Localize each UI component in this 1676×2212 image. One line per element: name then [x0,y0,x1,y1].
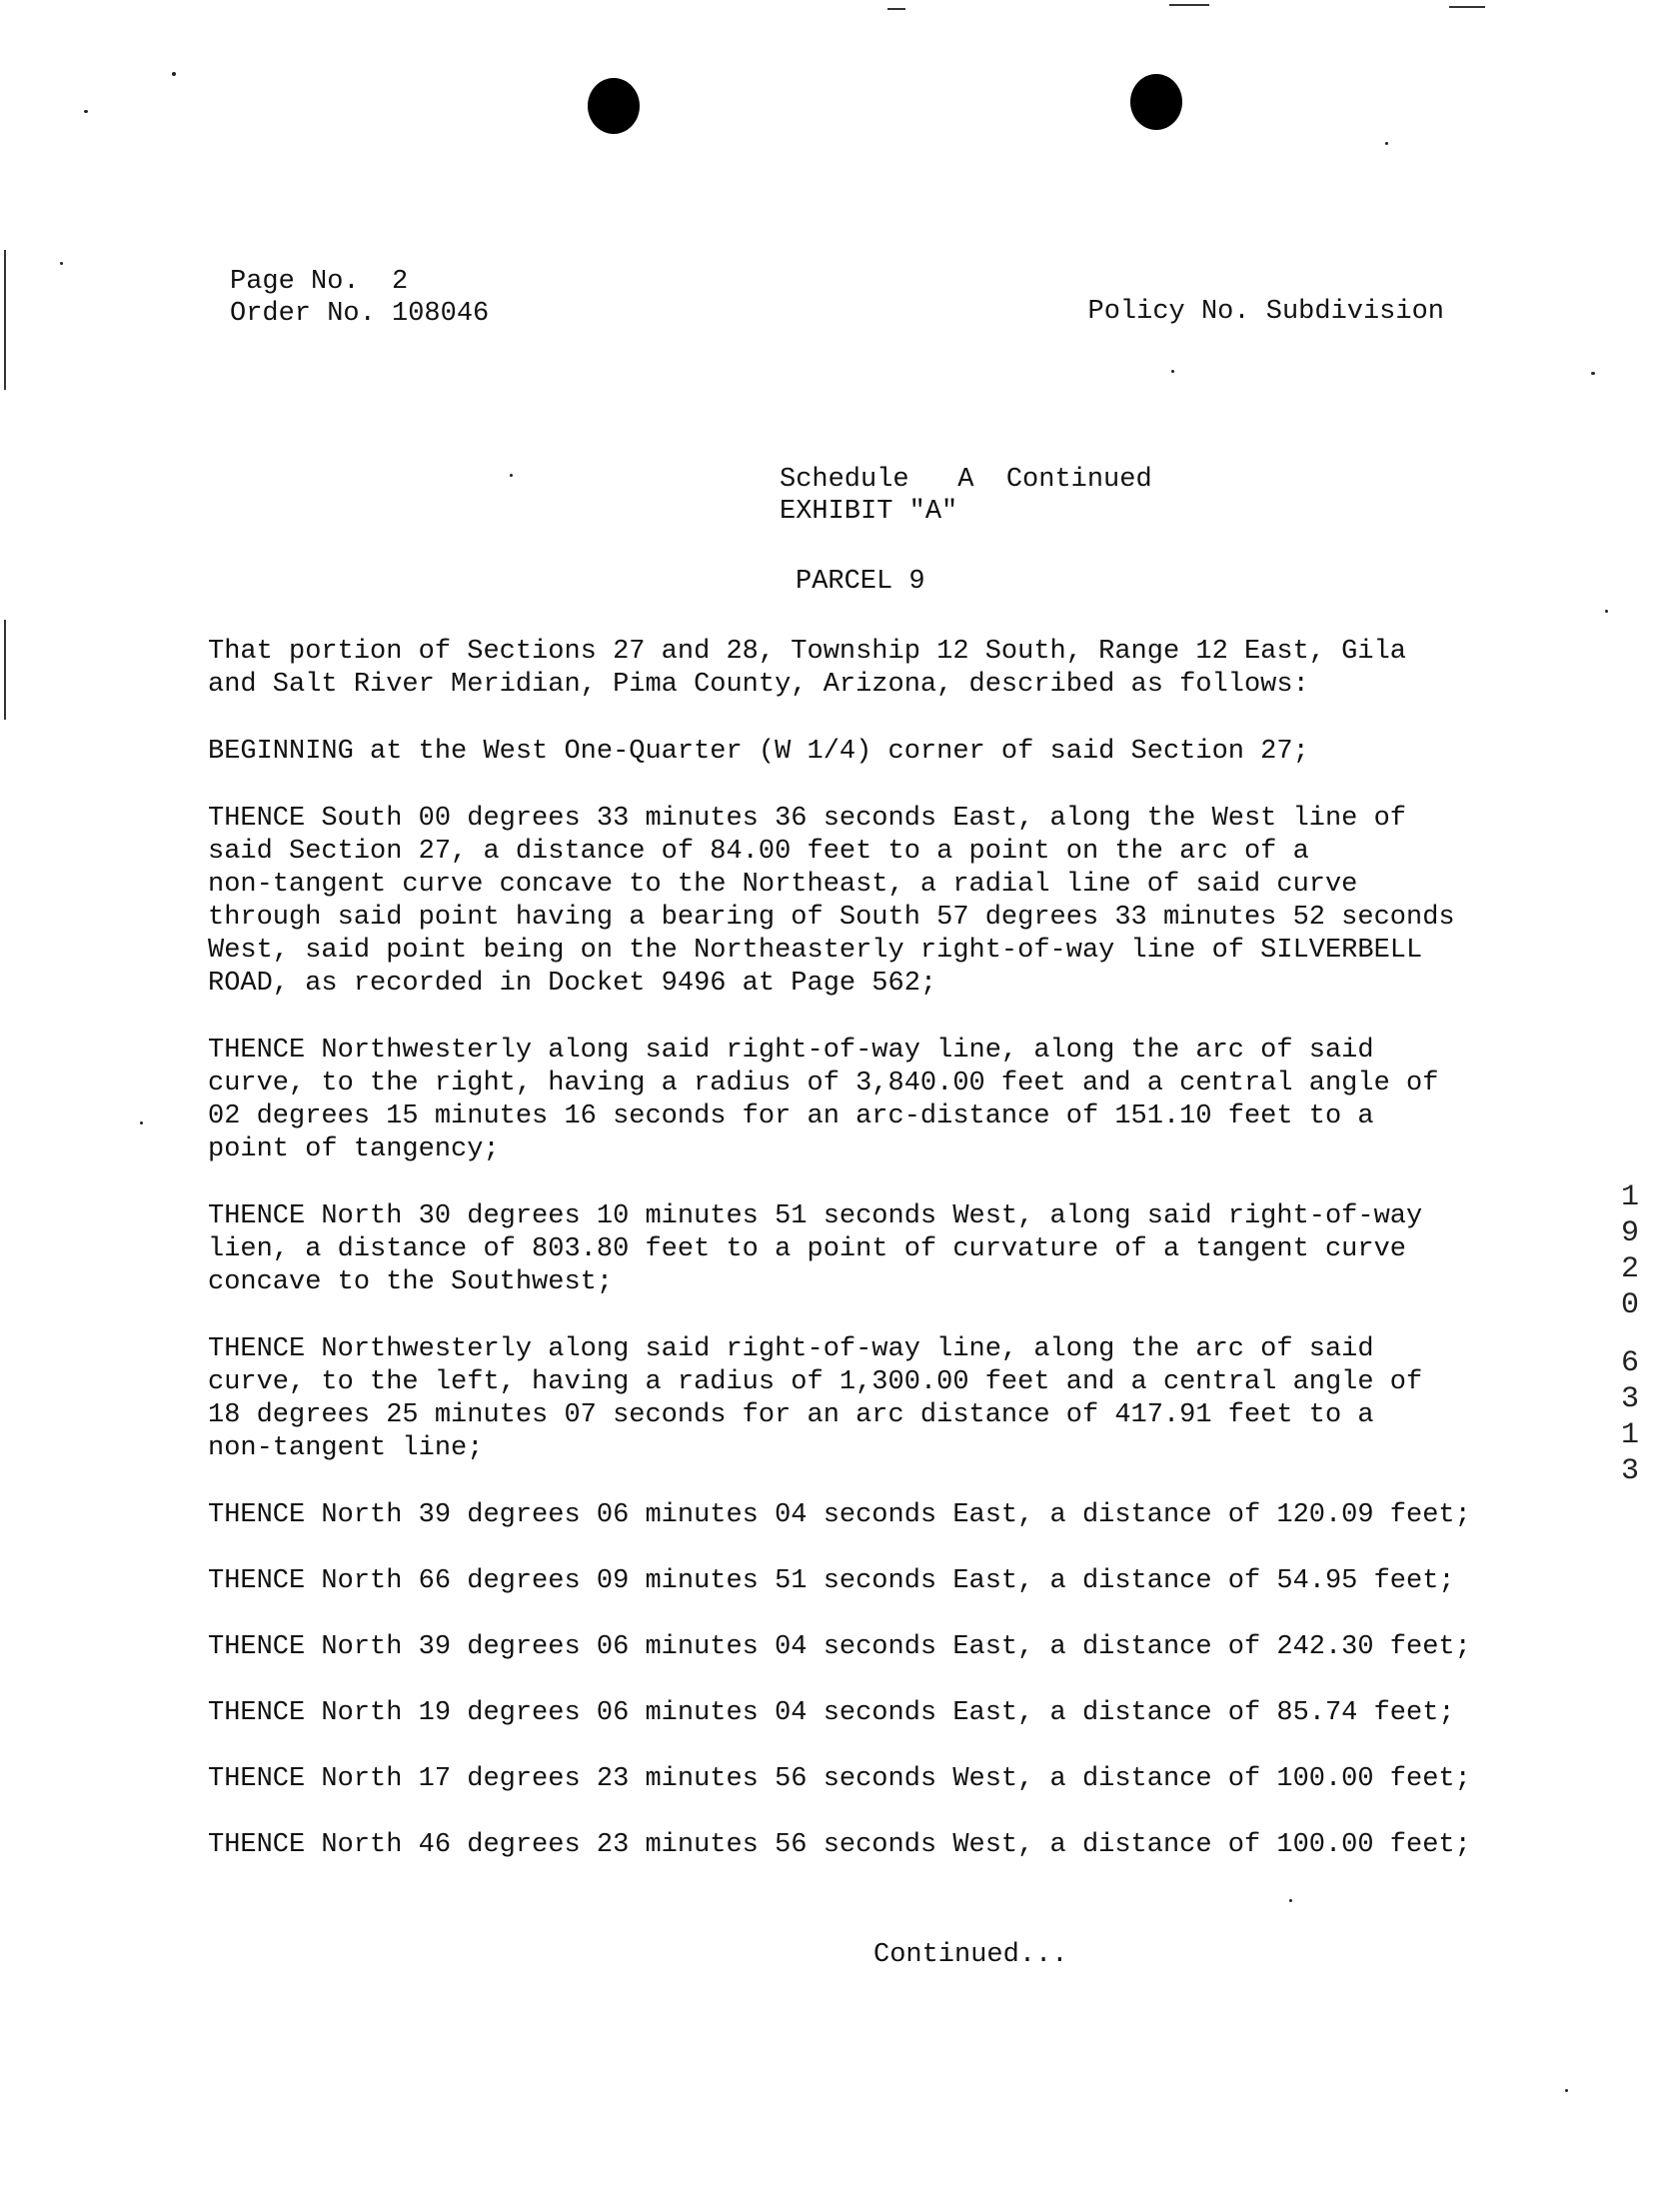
course-line: THENCE North 46 degrees 23 minutes 56 seconds West, a distance of 100.00 feet; [208,1830,1471,1860]
legal-description [208,636,1507,1895]
document-header-left [230,266,489,330]
punch-hole-right [1130,74,1182,130]
document-header-right [1088,296,1444,328]
scan-artifact [1591,372,1595,375]
scan-artifact [1385,142,1388,145]
policy-no-value: Subdivision [1265,297,1444,327]
continued-label: Continued... [873,1940,1068,1970]
course-line: THENCE North 19 degrees 06 minutes 04 seconds East, a distance of 85.74 feet; [208,1698,1455,1728]
beginning-paragraph: BEGINNING at the West One-Quarter (W 1/4) corner of said Section 27; [208,737,1309,767]
scan-artifact [172,72,176,76]
order-no-value: 108046 [392,299,490,329]
course-line: THENCE North 39 degrees 06 minutes 04 seconds East, a distance of 242.30 feet; [208,1632,1471,1662]
stamp-digit: 9 [1620,1216,1639,1250]
scan-artifact [4,250,6,390]
scan-artifact [887,8,905,10]
stamp-digit: 0 [1620,1288,1639,1322]
scan-artifact [84,110,88,113]
course-paragraph: THENCE North 30 degrees 10 minutes 51 seconds West, along said right-of-way lien, a distance of 803.80 feet to a point of curvature of a tangent curve concave to the Southwest; [208,1201,1423,1297]
recording-stamp [1615,1179,1645,1489]
policy-no-label: Policy No. [1087,297,1250,327]
stamp-digit: 3 [1620,1382,1639,1416]
scan-artifact [140,1121,143,1124]
scan-artifact [1605,610,1608,613]
exhibit-line: EXHIBIT "A" [780,497,958,527]
punch-hole-left [588,78,640,134]
stamp-digit: 2 [1620,1252,1639,1286]
parcel-title: PARCEL 9 [796,567,925,597]
scan-artifact [1565,2089,1568,2092]
course-paragraph: THENCE South 00 degrees 33 minutes 36 seconds East, along the West line of said Section 27, a distance of 84.00 feet to a point on the arc of a non-tangent curve concave to the Northeast, a radial line of said curve through said point having a bearing of South 57 degrees 33 minutes 52 seconds West, said point being on the Northeasterly right-of-way line of SILVERBELL ROAD, as recorded in Docket 9496 at Page 562; [208,804,1455,999]
course-paragraph: THENCE Northwesterly along said right-of-way line, along the arc of said curve, to the right, having a radius of 3,840.00 feet and a central angle of 02 degrees 15 minutes 16 seconds for an arc-distance of 151.10 feet to a point of tangency; [208,1036,1439,1164]
schedule-heading [780,464,1152,528]
intro-paragraph: That portion of Sections 27 and 28, Township 12 South, Range 12 East, Gila and Salt River Meridian, Pima County, Arizona, described as follows: [208,637,1406,700]
scan-artifact [1171,370,1174,373]
course-paragraph: THENCE Northwesterly along said right-of-way line, along the arc of said curve, to the left, having a radius of 1,300.00 feet and a central angle of 18 degrees 25 minutes 07 seconds for an arc distance of 417.91 feet to a non-tangent line; [208,1334,1423,1463]
scan-artifact [1449,6,1485,8]
stamp-digit: 1 [1620,1418,1639,1452]
stamp-digit: 3 [1620,1454,1639,1488]
course-line: THENCE North 66 degrees 09 minutes 51 seconds East, a distance of 54.95 feet; [208,1566,1455,1596]
course-line: THENCE North 17 degrees 23 minutes 56 seconds West, a distance of 100.00 feet; [208,1764,1471,1794]
scan-artifact [1169,4,1209,6]
scan-artifact [510,474,513,477]
stamp-digit: 1 [1620,1180,1639,1214]
scan-artifact [4,620,6,720]
page-no-value: 2 [392,267,409,297]
scan-artifact [1289,1899,1292,1902]
stamp-digit: 6 [1620,1346,1639,1380]
course-line: THENCE North 39 degrees 06 minutes 04 seconds East, a distance of 120.09 feet; [208,1500,1471,1530]
scan-artifact [60,262,63,265]
schedule-line: Schedule A Continued [780,465,1152,495]
page-no-label: Page No. [230,267,360,297]
order-no-label: Order No. [230,299,376,329]
